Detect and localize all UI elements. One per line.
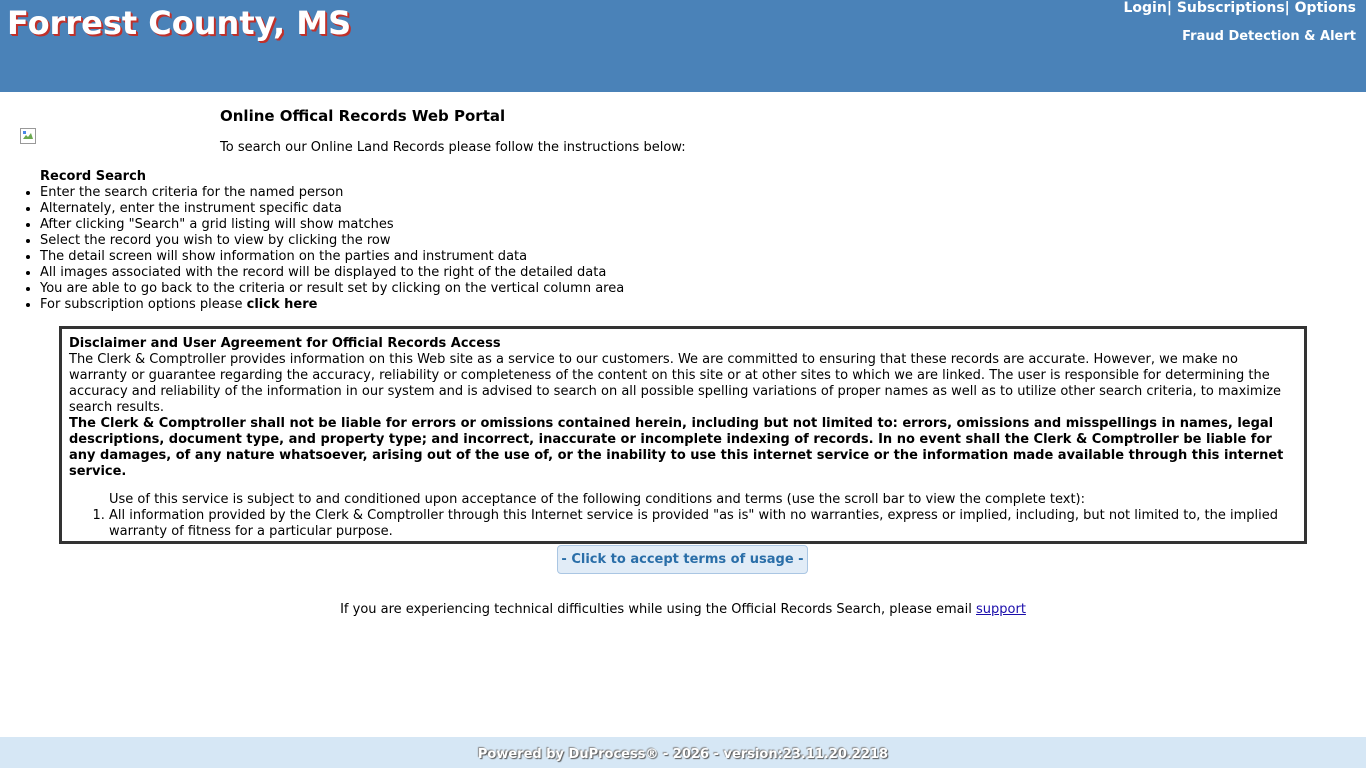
subscriptions-link[interactable]: Subscriptions [1176, 0, 1285, 16]
record-search-heading: Record Search [40, 169, 147, 184]
portal-instructions: To search our Online Land Records please follow the instructions below: [220, 140, 686, 155]
broken-image-icon [20, 128, 36, 144]
top-nav [1123, 0, 1356, 16]
fraud-detection-link[interactable]: Fraud Detection & Alert [1182, 29, 1356, 44]
instruction-list [0, 185, 624, 313]
subscription-link[interactable]: click here [246, 297, 318, 312]
subscription-text: For subscription options please [40, 297, 247, 312]
disclaimer-title: Disclaimer and User Agreement for Official Records Access [69, 336, 501, 351]
support-line [0, 602, 1366, 617]
disclaimer-box[interactable] [59, 326, 1307, 544]
header-bar [0, 0, 1366, 92]
disclaimer-paragraph: The Clerk & Comptroller provides information on this Web site as a service to our customers. We are committed to ensuring that these records are accurate. However, we make no warranty or guarantee regarding the accuracy, reliability or completeness of the content on this site or at other sites to which we are linked. The user is responsible for determining the accuracy and reliability of the information in our system and is advised to search on all possible spelling variations of proper names as well as to utilize other search criteria, to maximize search results. [69, 352, 1282, 415]
disclaimer-liability: The Clerk & Comptroller shall not be liable for errors or omissions contained herein, including but not limited to: errors, omissions and misspellings in names, legal descriptions, document type, and property type; and incorrect, inaccurate or incomplete indexing of records. In no event shall the Clerk & Comptroller be liable for any damages, of any nature whatsoever, arising out of the use of, or the inability to use this internet service or the information made available through this internet service. [69, 416, 1284, 479]
site-title: Forrest County, MS [7, 4, 352, 42]
terms-list [69, 508, 1297, 544]
terms-intro: Use of this service is subject to and conditioned upon acceptance of the following conditions and terms (use the scroll bar to view the complete text): [109, 492, 1086, 507]
list-item: 1. All information provided by the Clerk & Comptroller through this Internet service is provided "as is" with no warranties, express or implied, including, but not limited to, the implied warranty of fitness for a particular purpose. [109, 508, 1297, 540]
login-link[interactable]: Login [1123, 0, 1167, 16]
list-item: • Enter the search criteria for the named person [40, 185, 624, 201]
list-item: • The detail screen will show information on the parties and instrument data [40, 249, 624, 265]
list-item: • All images associated with the record will be displayed to the right of the detailed data [40, 265, 624, 281]
support-text: If you are experiencing technical difficulties while using the Official Records Search, please email [340, 602, 976, 617]
nav-separator: | [1166, 0, 1177, 16]
list-item: • After clicking "Search" a grid listing will show matches [40, 217, 624, 233]
list-item [40, 297, 624, 313]
portal-title: Online Offical Records Web Portal [220, 107, 506, 125]
list-item [109, 540, 1297, 544]
list-item: • Alternately, enter the instrument specific data [40, 201, 624, 217]
list-item: • Select the record you wish to view by clicking the row [40, 233, 624, 249]
options-link[interactable]: Options [1294, 0, 1356, 16]
footer: Powered by DuProcess® - 2026 - version:23.11.20.2218 [0, 737, 1366, 768]
list-item: • You are able to go back to the criteria or result set by clicking on the vertical column area [40, 281, 624, 297]
nav-separator: | [1284, 0, 1295, 16]
support-link[interactable]: support [976, 602, 1026, 617]
accept-terms-button[interactable]: - Click to accept terms of usage - [557, 545, 808, 574]
